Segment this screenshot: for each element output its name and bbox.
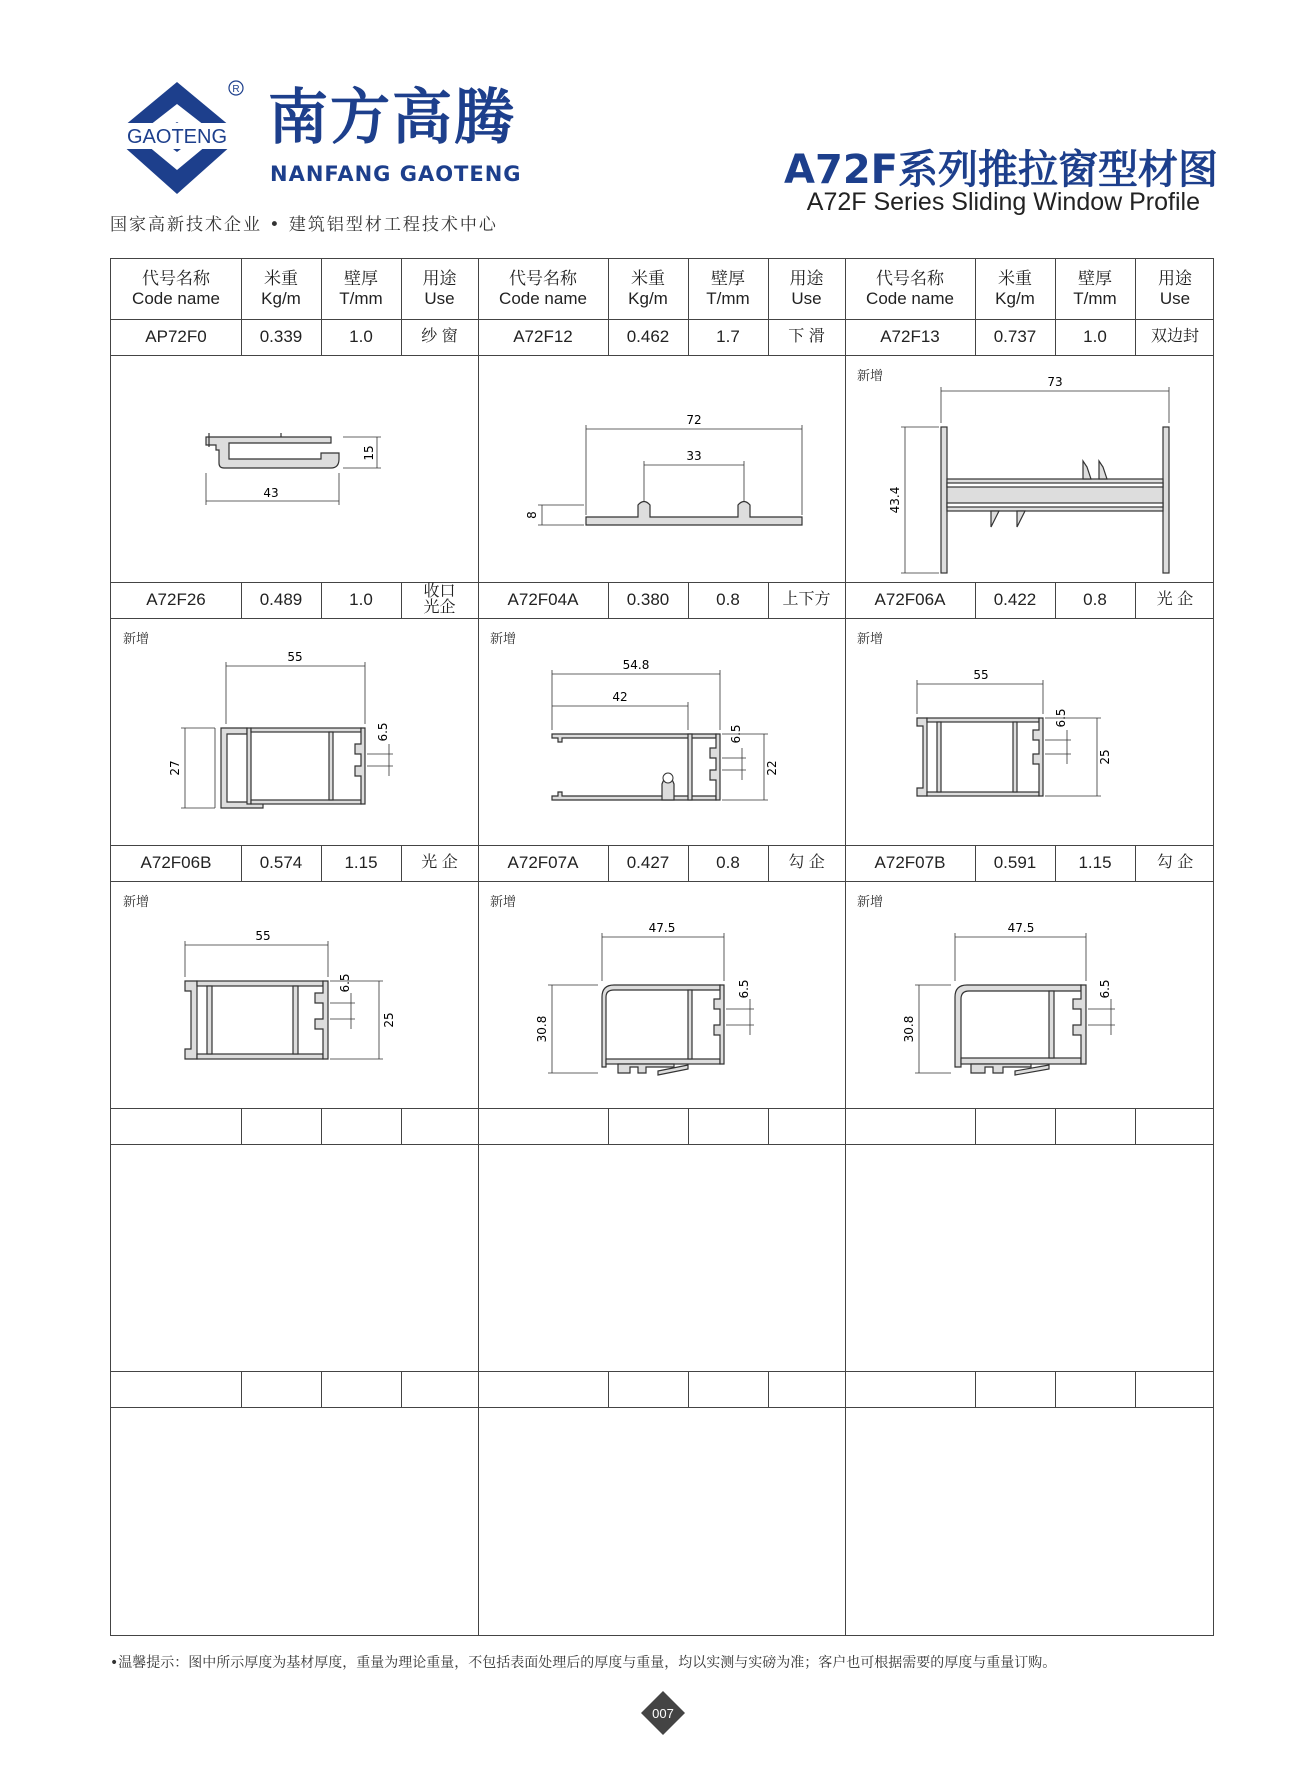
brand-name-cn: 南方高腾 (268, 83, 516, 153)
cell-thickness: 1.0 (349, 590, 373, 610)
profile-drawing-a72f07b (845, 881, 1215, 1108)
new-tag: 新增 (857, 369, 884, 384)
cell-code: A72F26 (146, 590, 206, 610)
cell-use: 纱 窗 (421, 328, 458, 345)
cell-weight: 0.462 (626, 327, 670, 347)
dim-label: 72 (686, 413, 702, 427)
header-code: 代号名称 Code name (132, 269, 220, 308)
profile-drawing-a72f06a (845, 618, 1215, 845)
brand-tagline: 国家高新技术企业 • 建筑铝型材工程技术中心 (110, 215, 498, 235)
dim-label: 55 (287, 650, 303, 664)
cell-weight: 0.574 (259, 853, 303, 873)
header-code: 代号名称 Code name (866, 269, 954, 308)
cell-use: 收口 光企 (423, 583, 456, 616)
header-thickness: 壁厚 T/mm (706, 269, 750, 308)
cell-code: A72F12 (513, 327, 573, 347)
profile-drawing-a72f26 (111, 618, 478, 845)
header-weight: 米重 Kg/m (628, 269, 668, 308)
cell-thickness: 0.8 (716, 590, 740, 610)
dim-label: 30.8 (902, 1015, 916, 1043)
logo-text: GAOTENG (126, 126, 228, 148)
dim-label: 42 (612, 690, 628, 704)
new-tag: 新增 (857, 632, 884, 647)
profile-table (110, 258, 1214, 1636)
cell-thickness: 1.7 (716, 327, 740, 347)
cell-weight: 0.591 (993, 853, 1037, 873)
new-tag: 新增 (857, 895, 884, 910)
page-title-cn: A72F系列推拉窗型材图 (784, 147, 1218, 193)
dim-label: 6.5 (376, 722, 390, 742)
dim-label: 22 (765, 760, 779, 776)
brand-name-en: NANFANG GAOTENG (270, 162, 522, 186)
dim-label: 43.4 (888, 486, 902, 514)
brand-logo (108, 78, 246, 198)
header-thickness: 壁厚 T/mm (1073, 269, 1117, 308)
cell-use: 光 企 (1156, 591, 1194, 608)
dim-label: 73 (1047, 375, 1063, 389)
cell-thickness: 0.8 (1083, 590, 1107, 610)
cell-use: 勾 企 (788, 854, 825, 871)
profile-drawing-a72f12 (478, 355, 845, 582)
new-tag: 新增 (490, 895, 517, 910)
cell-weight: 0.489 (259, 590, 303, 610)
cell-weight: 0.422 (993, 590, 1037, 610)
dim-label: 55 (255, 929, 271, 943)
page-number-text: 007 (652, 1706, 674, 1721)
dim-label: 15 (362, 445, 376, 461)
cell-code: A72F06B (140, 853, 212, 873)
dim-label: 47.5 (648, 921, 676, 935)
dim-label: 55 (973, 668, 989, 682)
cell-code: A72F04A (507, 590, 579, 610)
new-tag: 新增 (490, 632, 517, 647)
cell-use: 双边封 (1150, 328, 1199, 345)
dim-label: 6.5 (737, 979, 751, 999)
cell-weight: 0.380 (626, 590, 670, 610)
cell-thickness: 1.0 (349, 327, 373, 347)
dim-label: 6.5 (338, 973, 352, 993)
dim-label: 54.8 (622, 658, 650, 672)
cell-thickness: 0.8 (716, 853, 740, 873)
cell-weight: 0.339 (259, 327, 303, 347)
header-use: 用途 Use (422, 269, 457, 308)
dim-label: 6.5 (729, 724, 743, 744)
cell-thickness: 1.15 (344, 853, 378, 873)
cell-weight: 0.737 (993, 327, 1037, 347)
header-weight: 米重 Kg/m (261, 269, 301, 308)
cell-use: 下 滑 (788, 328, 825, 345)
dim-label: 6.5 (1098, 979, 1112, 999)
dim-label: 30.8 (535, 1015, 549, 1043)
new-tag: 新增 (123, 632, 150, 647)
cell-thickness: 1.0 (1083, 327, 1107, 347)
cell-code: A72F07B (874, 853, 946, 873)
dim-label: 33 (686, 449, 702, 463)
dim-label: 25 (1098, 749, 1112, 765)
dim-label: 8 (525, 511, 539, 519)
dim-label: 27 (168, 760, 182, 776)
page-title-en: A72F Series Sliding Window Profile (806, 188, 1200, 216)
dim-label: 25 (382, 1012, 396, 1028)
profile-drawing-a72f07a (478, 881, 845, 1108)
footnote: •温馨提示：图中所示厚度为基材厚度，重量为理论重量，不包括表面处理后的厚度与重量，均以实测与实磅为准；客户也可根据需要的厚度与重量订购。 (110, 1655, 1057, 1671)
header-code: 代号名称 Code name (499, 269, 587, 308)
header-use: 用途 Use (1158, 269, 1192, 308)
cell-code: A72F07A (507, 853, 579, 873)
cell-use: 上下方 (782, 591, 831, 608)
new-tag: 新增 (123, 895, 150, 910)
dim-label: 43 (263, 486, 279, 500)
dim-label: 6.5 (1054, 708, 1068, 728)
profile-drawing-a72f06b (111, 881, 478, 1108)
cell-thickness: 1.15 (1078, 853, 1112, 873)
header-weight: 米重 Kg/m (995, 269, 1035, 308)
header-use: 用途 Use (789, 269, 824, 308)
cell-weight: 0.427 (626, 853, 670, 873)
cell-code: A72F06A (874, 590, 946, 610)
header-thickness: 壁厚 T/mm (339, 269, 383, 308)
cell-code: AP72F0 (145, 327, 207, 347)
page-number (640, 1690, 686, 1736)
dim-label: 47.5 (1007, 921, 1035, 935)
profile-drawing-ap72f0 (111, 355, 478, 582)
profile-drawing-a72f04a (478, 618, 845, 845)
cell-use: 勾 企 (1156, 854, 1194, 871)
cell-code: A72F13 (880, 327, 940, 347)
profile-drawing-a72f13 (845, 355, 1215, 582)
cell-use: 光 企 (421, 854, 458, 871)
svg-text:R: R (232, 84, 240, 95)
